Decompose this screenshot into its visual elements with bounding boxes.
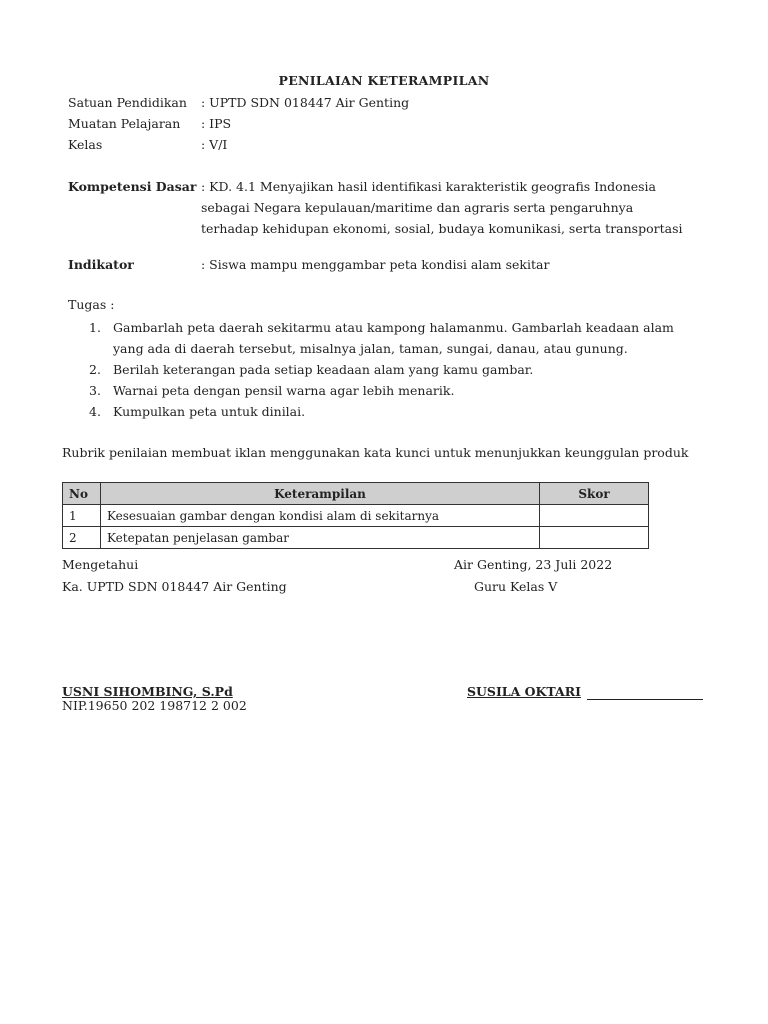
table-row [63,505,649,527]
mengetahui-label: Mengetahui [62,557,139,572]
task-text: Kumpulkan peta untuk dinilai. [113,404,306,419]
satuan-label: Satuan Pendidikan [68,95,187,110]
task-number: 3. [89,383,101,398]
task-number: 1. [89,320,101,335]
kelas-label: Kelas [68,137,103,152]
task-text: Gambarlah peta daerah sekitarmu atau kampong halamanmu. Gambarlah keadaan alam yang ada di daerah tersebut, misalnya jalan, taman, sungai, danau, atau gunung. [113,320,674,356]
header-keterampilan: Keterampilan [101,483,540,505]
task-number: 4. [89,404,101,419]
place-date: Air Genting, 23 Juli 2022 [454,557,613,572]
cell-skor [540,505,649,527]
kd-label: Kompetensi Dasar [68,179,197,194]
indikator-value: : Siswa mampu menggambar peta kondisi alam sekitar [201,257,550,272]
muatan-label: Muatan Pelajaran [68,116,181,131]
satuan-value: : UPTD SDN 018447 Air Genting [201,95,410,110]
cell-no: 2 [63,527,101,549]
cell-no: 1 [63,505,101,527]
teacher-signature-line [587,699,703,700]
tugas-label: Tugas : [68,297,115,312]
cell-skor [540,527,649,549]
headmaster-title: Ka. UPTD SDN 018447 Air Genting [62,579,287,594]
cell-keterampilan: Kesesuaian gambar dengan kondisi alam di sekitarnya [101,505,540,527]
muatan-value: : IPS [201,116,232,131]
table-header-row [63,483,649,505]
teacher-title: Guru Kelas V [474,579,558,594]
table-row [63,527,649,549]
kelas-value: : V/I [201,137,228,152]
rubric-caption: Rubrik penilaian membuat iklan menggunakan kata kunci untuk menunjukkan keunggulan produk [62,445,689,460]
kd-value: : KD. 4.1 Menyajikan hasil identifikasi karakteristik geografis Indonesia sebagai Negara kepulauan/maritime dan agraris serta pengaruhnya terhadap kehidupan ekonomi, sosial, budaya komunikasi, serta transportasi [201,179,683,236]
headmaster-name: USNI SIHOMBING, S.Pd [62,684,233,699]
headmaster-nip: NIP.19650 202 198712 2 002 [62,698,247,713]
task-text: Berilah keterangan pada setiap keadaan alam yang kamu gambar. [113,362,534,377]
rubric-table [62,482,649,549]
task-text: Warnai peta dengan pensil warna agar lebih menarik. [113,383,455,398]
cell-keterampilan: Ketepatan penjelasan gambar [101,527,540,549]
task-number: 2. [89,362,101,377]
header-no: No [63,483,101,505]
document-title: PENILAIAN KETERAMPILAN [278,73,490,88]
header-skor: Skor [540,483,649,505]
teacher-name: SUSILA OKTARI [467,684,581,699]
indikator-label: Indikator [68,257,134,272]
